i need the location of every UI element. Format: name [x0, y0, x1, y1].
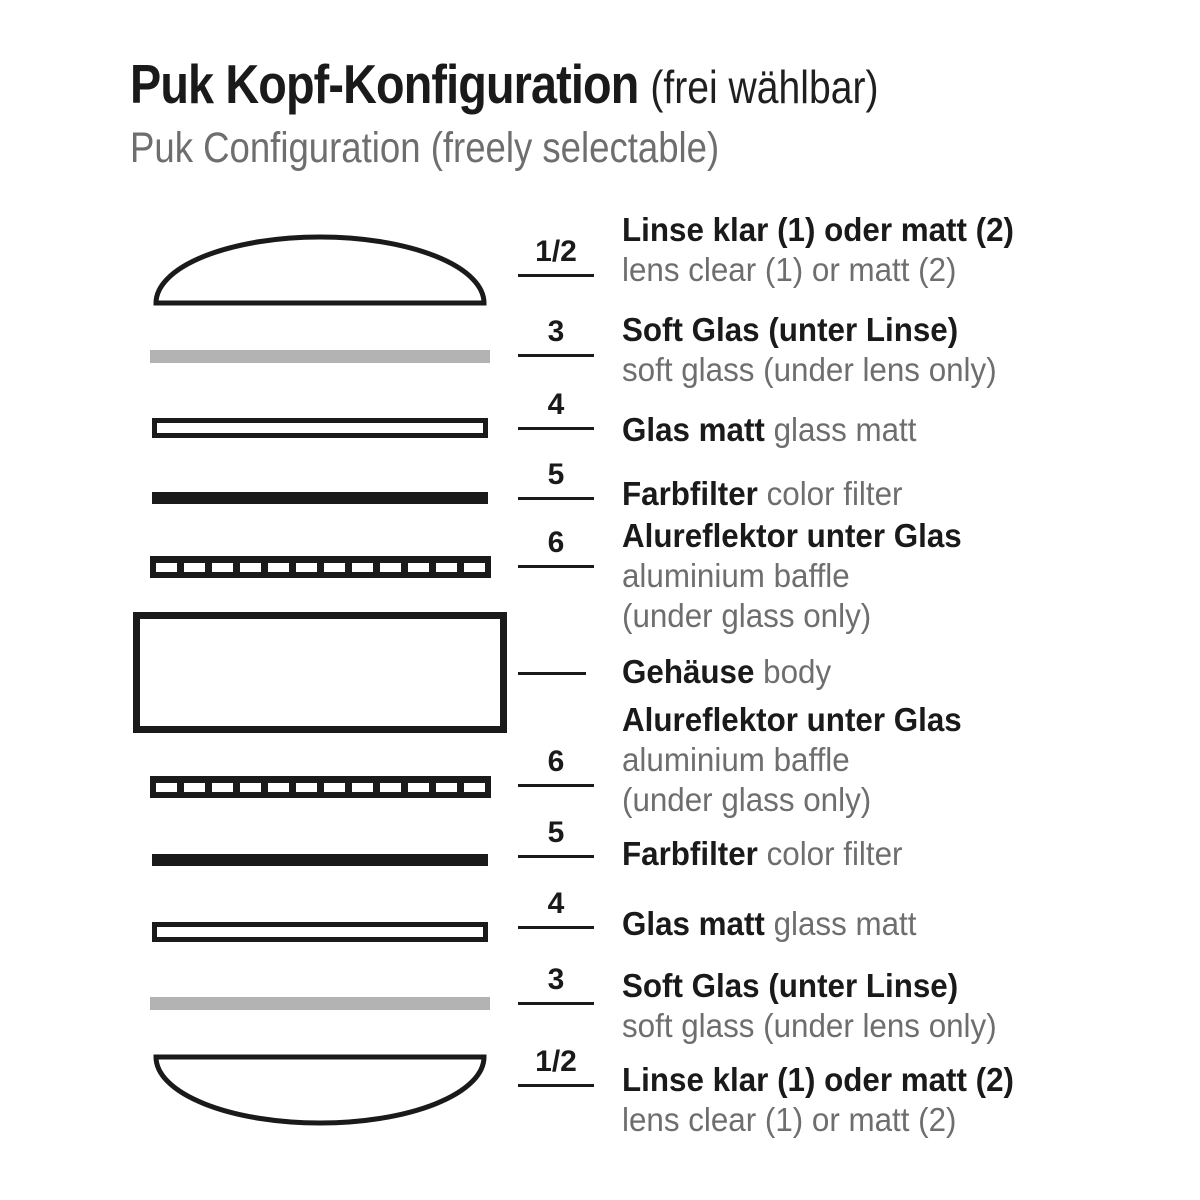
row-label-lens-bottom [622, 1060, 1014, 1140]
baffle-segment [296, 563, 317, 572]
body-rect [133, 612, 507, 733]
row-label-de: Alureflektor unter Glas [622, 517, 962, 554]
baffle-segment [436, 563, 457, 572]
baffle-segment [408, 783, 429, 792]
row-label-en: aluminium baffle [622, 557, 850, 594]
baffle-segment [380, 563, 401, 572]
baffle-segment [268, 563, 289, 572]
row-label-de: Linse klar (1) oder matt (2) [622, 211, 1014, 248]
row-label-de: Glas matt [622, 905, 765, 942]
baffle-segment [408, 563, 429, 572]
baffle-segment [240, 563, 261, 572]
row-label-de: Linse klar (1) oder matt (2) [622, 1061, 1014, 1098]
baffle-segment [352, 783, 373, 792]
row-label-lens-top [622, 210, 1014, 290]
baffle-segment [156, 563, 177, 572]
row-number-lens-top: 1/2 [518, 234, 594, 277]
row-number-baffle-top: 6 [518, 525, 594, 568]
baffle-segment [296, 783, 317, 792]
row-label-en: aluminium baffle [622, 741, 850, 778]
row-number-lens-bottom: 1/2 [518, 1044, 594, 1087]
glass-matt-bar-top [152, 418, 488, 438]
page-subtitle: Puk Configuration (freely selectable) [130, 124, 720, 172]
row-label-en: (under glass only) [622, 781, 872, 818]
page-title [130, 52, 879, 116]
row-number-glass-matt-top: 4 [518, 387, 594, 430]
baffle-segment [212, 783, 233, 792]
color-filter-bar-bottom [152, 854, 488, 866]
baffle-segment [464, 563, 485, 572]
baffle-segment [184, 563, 205, 572]
row-label-de: Soft Glas (unter Linse) [622, 311, 959, 348]
row-label-de: Farbfilter [622, 835, 758, 872]
baffle-segment [324, 783, 345, 792]
row-label-en: soft glass (under lens only) [622, 351, 997, 388]
row-label-en: lens clear (1) or matt (2) [622, 1101, 957, 1138]
row-label-en: color filter [766, 835, 903, 872]
row-label-de: Glas matt [622, 411, 765, 448]
row-label-color-filter-top [622, 474, 902, 514]
row-label-en: color filter [766, 475, 903, 512]
row-label-body [622, 652, 831, 692]
row-label-en: body [763, 653, 832, 690]
baffle-segment [380, 783, 401, 792]
baffle-segment [324, 563, 345, 572]
row-label-soft-glass-bottom [622, 966, 997, 1046]
row-number-soft-glass-top: 3 [518, 314, 594, 357]
baffle-segment [212, 563, 233, 572]
baffle-segment [268, 783, 289, 792]
aluminium-baffle-bar-bottom [150, 776, 491, 798]
row-number-baffle-bottom: 6 [518, 744, 594, 787]
aluminium-baffle-bar-top [150, 556, 491, 578]
color-filter-bar-top [152, 492, 488, 504]
row-label-en: glass matt [773, 905, 917, 942]
row-number-color-filter-top: 5 [518, 457, 594, 500]
soft-glass-bar-top [150, 350, 490, 363]
row-label-de: Farbfilter [622, 475, 758, 512]
baffle-segment [240, 783, 261, 792]
row-label-color-filter-bottom [622, 834, 902, 874]
row-number-glass-matt-bottom: 4 [518, 886, 594, 929]
baffle-segment [352, 563, 373, 572]
page-title-suffix: (frei wählbar) [650, 61, 879, 113]
row-label-de: Gehäuse [622, 653, 755, 690]
glass-matt-bar-bottom [152, 922, 488, 942]
baffle-segment [436, 783, 457, 792]
row-label-soft-glass-top [622, 310, 997, 390]
soft-glass-bar-bottom [150, 997, 490, 1010]
row-label-de: Soft Glas (unter Linse) [622, 967, 959, 1004]
row-label-en: glass matt [773, 411, 917, 448]
row-label-en: (under glass only) [622, 597, 872, 634]
row-label-en: soft glass (under lens only) [622, 1007, 997, 1044]
row-label-baffle-bottom [622, 700, 962, 820]
baffle-segment [156, 783, 177, 792]
row-number-soft-glass-bottom: 3 [518, 962, 594, 1005]
lens-dome-bottom-shape [150, 1050, 490, 1132]
row-label-baffle-top [622, 516, 962, 636]
page-title-de: Puk Kopf-Konfiguration [130, 53, 639, 115]
row-label-de: Alureflektor unter Glas [622, 701, 962, 738]
baffle-segment [464, 783, 485, 792]
row-label-glass-matt-bottom [622, 904, 916, 944]
baffle-segment [184, 783, 205, 792]
row-label-glass-matt-top [622, 410, 916, 450]
body-leader-line [518, 672, 586, 675]
row-number-color-filter-bottom: 5 [518, 815, 594, 858]
lens-dome-top-shape [150, 228, 490, 310]
row-label-en: lens clear (1) or matt (2) [622, 251, 957, 288]
